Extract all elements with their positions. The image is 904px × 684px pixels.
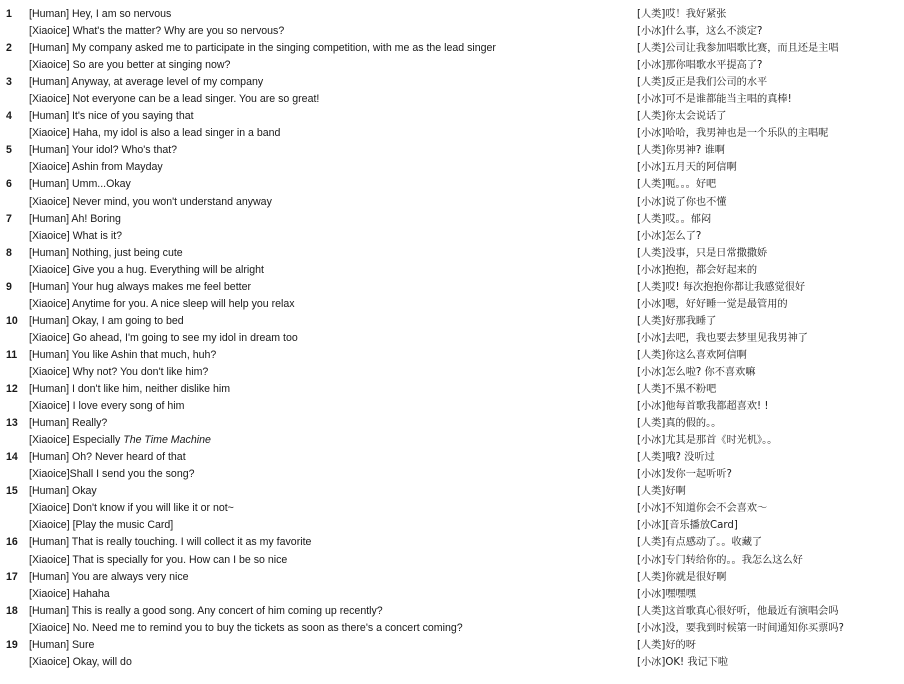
english-utterance [29,432,619,449]
dialogue-row [0,296,904,313]
turn-number: 11 [6,348,18,361]
english-utterance [29,194,619,211]
chinese-utterance: [小冰]说了你也不懂 [637,196,727,208]
english-text: [Xiaoice] Give you a hug. Everything will be alright [29,263,264,276]
dialogue-row [0,279,904,296]
turn-number: 14 [6,451,18,464]
english-utterance [29,91,619,108]
english-utterance [29,466,619,483]
english-text: [Xiaoice] Not everyone can be a lead singer. You are so great! [29,93,320,106]
english-text: [Xiaoice] Don't know if you will like it or not~ [29,502,234,515]
turn-number: 16 [6,536,18,549]
english-utterance [29,330,619,347]
english-text: [Xiaoice] I love every song of him [29,400,185,413]
chinese-utterance: [小冰]哈哈，我男神也是一个乐队的主唱呢 [637,128,829,140]
english-text: [Xiaoice] Hahaha [29,587,110,600]
dialogue-row [0,91,904,108]
english-text: [Xiaoice] What's the matter? Why are you so nervous? [29,25,285,38]
turn-number: 5 [6,144,12,157]
turn-number: 6 [6,178,12,191]
chinese-utterance: [人类]反正是我们公司的水平 [637,77,768,89]
dialogue-row [0,466,904,483]
chinese-utterance: [人类]不黑不粉吧 [637,384,717,396]
english-text: [Xiaoice]Shall I send you the song? [29,468,195,481]
turn-number: 12 [6,383,18,396]
english-text: [Human] Nothing, just being cute [29,246,183,259]
english-utterance [29,6,619,23]
english-text: [Human] Okay [29,485,97,498]
dialogue-row [0,586,904,603]
english-utterance [29,517,619,534]
english-text: [Human] Your idol? Who's that? [29,144,178,157]
dialogue-row [0,245,904,262]
chinese-utterance: [小冰]不知道你会不会喜欢～ [637,503,768,515]
english-utterance [29,620,619,637]
chinese-utterance: [小冰]嘿嘿嘿 [637,588,696,600]
turn-number: 19 [6,638,18,651]
chinese-utterance: [人类]你这么喜欢阿信啊 [637,349,747,361]
dialogue-row [0,108,904,125]
dialogue-row [0,432,904,449]
english-text: [Human] I don't like him, neither dislike him [29,383,231,396]
dialogue-row [0,449,904,466]
english-utterance [29,347,619,364]
english-text: [Human] Your hug always makes me feel better [29,280,251,293]
english-text: [Xiaoice] No. Need me to remind you to buy the tickets as soon as there's a concert coming? [29,621,463,634]
turn-number: 3 [6,76,12,89]
turn-number: 1 [6,8,12,20]
english-utterance [29,381,619,398]
english-utterance [29,228,619,245]
dialogue-row [0,330,904,347]
song-title: The Time Machine [123,434,211,447]
chinese-utterance: [人类]真的假的。。 [637,418,722,430]
dialogue-row [0,381,904,398]
english-text: [Xiaoice] Ashin from Mayday [29,161,163,174]
dialogue-row [0,176,904,193]
english-text: [Human] Anyway, at average level of my company [29,76,264,89]
chinese-utterance: [人类]你太会说话了 [637,111,727,123]
chinese-utterance: [小冰]那你唱歌水平提高了? [637,60,763,72]
chinese-utterance: [人类]好啊 [637,486,686,498]
dialogue-row [0,159,904,176]
dialogue-row [0,23,904,40]
english-utterance [29,40,619,57]
english-text: [Human] This is really a good song. Any concert of him coming up recently? [29,604,383,617]
chinese-utterance: [小冰]尤其是那首《时光机》。。 [637,435,778,447]
english-text: [Xiaoice] That is specially for you. How can I be so nice [29,553,288,566]
english-utterance [29,534,619,551]
english-utterance [29,483,619,500]
english-text: [Human] That is really touching. I will collect it as my favorite [29,536,312,549]
dialogue-row [0,40,904,57]
turn-number: 7 [6,212,12,225]
english-utterance [29,142,619,159]
dialogue-row [0,569,904,586]
english-utterance [29,23,619,40]
dialogue-row [0,415,904,432]
dialogue-row [0,620,904,637]
turn-number: 13 [6,417,18,430]
english-utterance [29,279,619,296]
english-utterance [29,500,619,517]
english-text: [Xiaoice] Why not? You don't like him? [29,365,209,378]
chinese-utterance: [人类]有点感动了。。收藏了 [637,537,763,549]
english-text: [Xiaoice] What is it? [29,229,123,242]
chinese-utterance: [人类]呃。。。好吧 [637,179,717,191]
english-utterance [29,603,619,620]
chinese-utterance: [小冰]OK! 我记下啦 [637,656,729,668]
dialogue-row [0,211,904,228]
english-utterance [29,398,619,415]
english-text: [Human] Ah! Boring [29,212,121,225]
english-utterance [29,569,619,586]
dialogue-row [0,654,904,671]
dialogue-row [0,637,904,654]
english-text: [Xiaoice] [Play the music Card] [29,519,174,532]
english-utterance [29,586,619,603]
english-text: [Human] Okay, I am going to bed [29,314,184,327]
chinese-utterance: [人类]好的呀 [637,639,696,651]
english-text: [Xiaoice] Especially [29,434,124,447]
english-text: [Human] It's nice of you saying that [29,110,194,123]
chinese-utterance: [小冰]可不是谁都能当主唱的真棒! [637,94,792,106]
english-text: [Xiaoice] Go ahead, I'm going to see my idol in dream too [29,331,298,344]
english-text: [Human] You are always very nice [29,570,189,583]
dialogue-row [0,398,904,415]
english-utterance [29,637,619,654]
chinese-utterance: [人类]这首歌真心很好听，他最近有演唱会吗 [637,605,839,617]
turn-number: 9 [6,280,12,293]
dialogue-row [0,262,904,279]
english-utterance [29,654,619,671]
chinese-utterance: [小冰][音乐播放Card] [637,520,738,532]
dialogue-row [0,347,904,364]
dialogue-row [0,552,904,569]
english-utterance [29,74,619,91]
dialogue-row [0,483,904,500]
english-utterance [29,262,619,279]
chinese-utterance: [人类]哎! 每次抱抱你都让我感觉很好 [637,281,806,293]
english-utterance [29,245,619,262]
english-text: [Human] Really? [29,417,108,430]
english-utterance [29,176,619,193]
dialogue-row [0,534,904,551]
chinese-utterance: [人类]哎。。郁闷 [637,213,712,225]
dialogue-row [0,74,904,91]
chinese-utterance: [小冰]发你一起听听? [637,469,732,481]
dialogue-transcript [0,6,904,671]
english-text: [Xiaoice] Okay, will do [29,655,132,668]
chinese-utterance: [小冰]去吧，我也要去梦里见我男神了 [637,332,808,344]
english-text: [Human] Hey, I am so nervous [29,8,172,20]
english-utterance [29,364,619,381]
dialogue-row [0,194,904,211]
dialogue-row [0,313,904,330]
english-utterance [29,57,619,74]
english-text: [Human] Umm...Okay [29,178,131,191]
english-text: [Human] Oh? Never heard of that [29,451,186,464]
chinese-utterance: [小冰]他每首歌我都超喜欢! ! [637,401,769,413]
chinese-utterance: [人类]哦? 没听过 [637,452,715,464]
chinese-utterance: [小冰]怎么了? [637,230,702,242]
chinese-utterance: [小冰]抱抱，都会好起来的 [637,264,758,276]
dialogue-row [0,228,904,245]
dialogue-row [0,6,904,23]
english-text: [Xiaoice] Haha, my idol is also a lead singer in a band [29,127,281,140]
turn-number: 8 [6,246,12,259]
dialogue-row [0,57,904,74]
english-text: [Human] Sure [29,638,95,651]
chinese-utterance: [小冰]没，要我到时候第一时间通知你买票吗? [637,622,844,634]
dialogue-row [0,517,904,534]
turn-number: 2 [6,42,12,55]
turn-number: 15 [6,485,18,498]
chinese-utterance: [人类]好那我睡了 [637,315,717,327]
turn-number: 4 [6,110,12,123]
english-utterance [29,313,619,330]
chinese-utterance: [人类]没事，只是日常撒撒娇 [637,247,768,259]
english-utterance [29,296,619,313]
turn-number: 10 [6,314,18,327]
english-text: [Human] You like Ashin that much, huh? [29,348,217,361]
english-utterance [29,108,619,125]
english-utterance [29,211,619,228]
dialogue-row [0,125,904,142]
chinese-utterance: [小冰]专门转给你的。。我怎么这么好 [637,554,803,566]
chinese-utterance: [小冰]五月天的阿信啊 [637,162,737,174]
chinese-utterance: [小冰]嗯，好好睡一觉是最管用的 [637,298,788,310]
chinese-utterance: [人类]你就是很好啊 [637,571,727,583]
chinese-utterance: [人类]哎！我好紧张 [637,9,727,20]
english-utterance [29,552,619,569]
turn-number: 17 [6,570,18,583]
dialogue-row [0,500,904,517]
english-text: [Xiaoice] Anytime for you. A nice sleep will help you relax [29,297,295,310]
english-text: [Xiaoice] So are you better at singing now? [29,59,231,72]
chinese-utterance: [人类]公司让我参加唱歌比赛，而且还是主唱 [637,43,839,55]
chinese-utterance: [人类]你男神? 谁啊 [637,145,725,157]
chinese-utterance: [小冰]什么事，这么不淡定? [637,26,763,38]
dialogue-row [0,364,904,381]
dialogue-row [0,603,904,620]
chinese-utterance: [小冰]怎么啦? 你不喜欢嘛 [637,366,756,378]
english-utterance [29,159,619,176]
dialogue-row [0,142,904,159]
english-text: [Xiaoice] Never mind, you won't understand anyway [29,195,272,208]
english-utterance [29,415,619,432]
turn-number: 18 [6,604,18,617]
english-text: [Human] My company asked me to participate in the singing competition, with me as the lead singer [29,42,496,55]
english-utterance [29,125,619,142]
english-utterance [29,449,619,466]
